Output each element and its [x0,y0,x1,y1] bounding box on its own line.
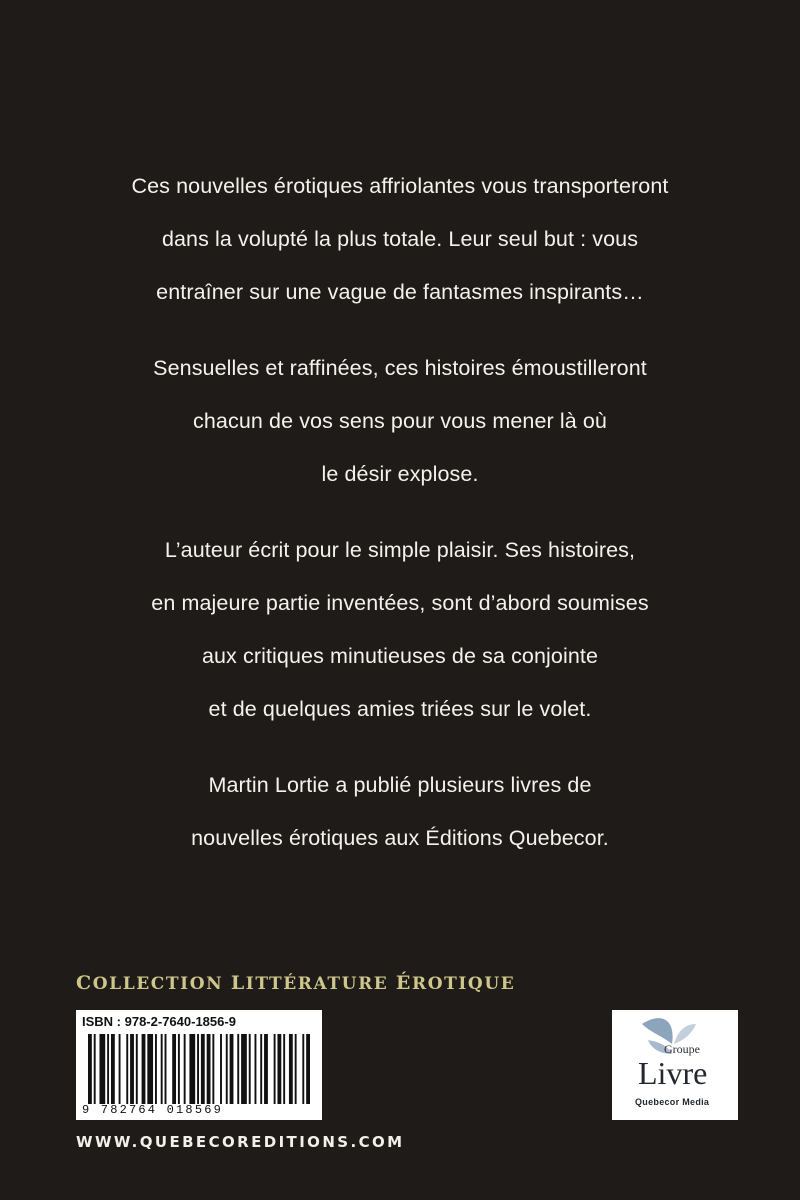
blurb-line: dans la volupté la plus totale. Leur seul but : vous [161,227,639,251]
blurb-line: en majeure partie inventées, sont d’abord soumises [151,591,649,615]
barcode-bar [274,1034,276,1104]
barcode-bar [99,1034,105,1104]
blurb-line: le désir explose. [321,462,479,486]
barcode-number: 9 782764 018569 [82,1103,224,1117]
blurb-line: nouvelles érotiques aux Éditions Quebecor. [191,826,609,850]
barcode-bar [295,1034,297,1104]
barcode-bar [165,1034,167,1104]
barcode-bar [142,1034,146,1104]
barcode-bar [155,1034,157,1104]
barcode-bar [249,1034,251,1104]
blurb-line: Ces nouvelles érotiques affriolantes vous transporteront [131,174,669,198]
barcode-bar [178,1034,180,1104]
publisher-logo [612,1010,738,1120]
barcode-bar [289,1034,293,1104]
barcode-bar [189,1034,195,1104]
blurb-line: entraîner sur une vague de fantasmes inspirants… [156,280,644,304]
publisher-livre: Livre [638,1055,708,1091]
barcode-icon [88,1034,310,1104]
publisher-quebecor-media: Quebecor Media [635,1097,710,1107]
barcode-bar [147,1034,153,1104]
publisher-groupe: Groupe [664,1042,700,1056]
barcode-bar [107,1034,109,1104]
barcode-bar [241,1034,247,1104]
barcode-bar [230,1034,234,1104]
barcode-bar [220,1034,222,1104]
barcode-bar [130,1034,134,1104]
barcode-bar [94,1034,96,1104]
barcode-bar [119,1034,121,1104]
barcode-bar [212,1034,214,1104]
barcode-bar [201,1034,205,1104]
barcode-bar [136,1034,138,1104]
barcode-bar [197,1034,199,1104]
blurb-line: aux critiques minutieuses de sa conjointe [201,644,599,668]
barcode-bar [184,1034,186,1104]
blurb-paragraph-1 [0,160,800,319]
blurb-line: L’auteur écrit pour le simple plaisir. Ses histoires, [164,538,636,562]
isbn-barcode [76,1010,322,1120]
barcode-bar [306,1034,310,1104]
barcode-bar [237,1034,239,1104]
isbn-label: ISBN : 978-2-7640-1856-9 [82,1014,236,1029]
barcode-bar [172,1034,176,1104]
blurb-line: et de quelques amies triées sur le volet. [208,697,592,721]
publisher-website[interactable]: WWW.QUEBECOREDITIONS.COM [76,1133,405,1151]
blurb-paragraph-2 [0,342,800,501]
blurb-paragraph-3 [0,524,800,736]
barcode-bar [260,1034,262,1104]
barcode-bar [255,1034,257,1104]
barcode-bar [283,1034,285,1104]
blurb [0,160,800,888]
barcode-bar [277,1034,281,1104]
barcode-bar [226,1034,228,1104]
blurb-line: chacun de vos sens pour vous mener là où [193,409,607,433]
barcode-bar [161,1034,163,1104]
barcode-bar [207,1034,211,1104]
barcode-bar [126,1034,128,1104]
blurb-line: Martin Lortie a publié plusieurs livres de [208,773,592,797]
collection-title: COLLECTION LITTÉRATURE ÉROTIQUE [76,972,516,994]
barcode-bar [302,1034,304,1104]
barcode-bar [88,1034,92,1104]
blurb-line: Sensuelles et raffinées, ces histoires émoustilleront [153,356,647,380]
barcode-bar [111,1034,115,1104]
blurb-paragraph-4 [0,759,800,865]
barcode-bar [264,1034,268,1104]
